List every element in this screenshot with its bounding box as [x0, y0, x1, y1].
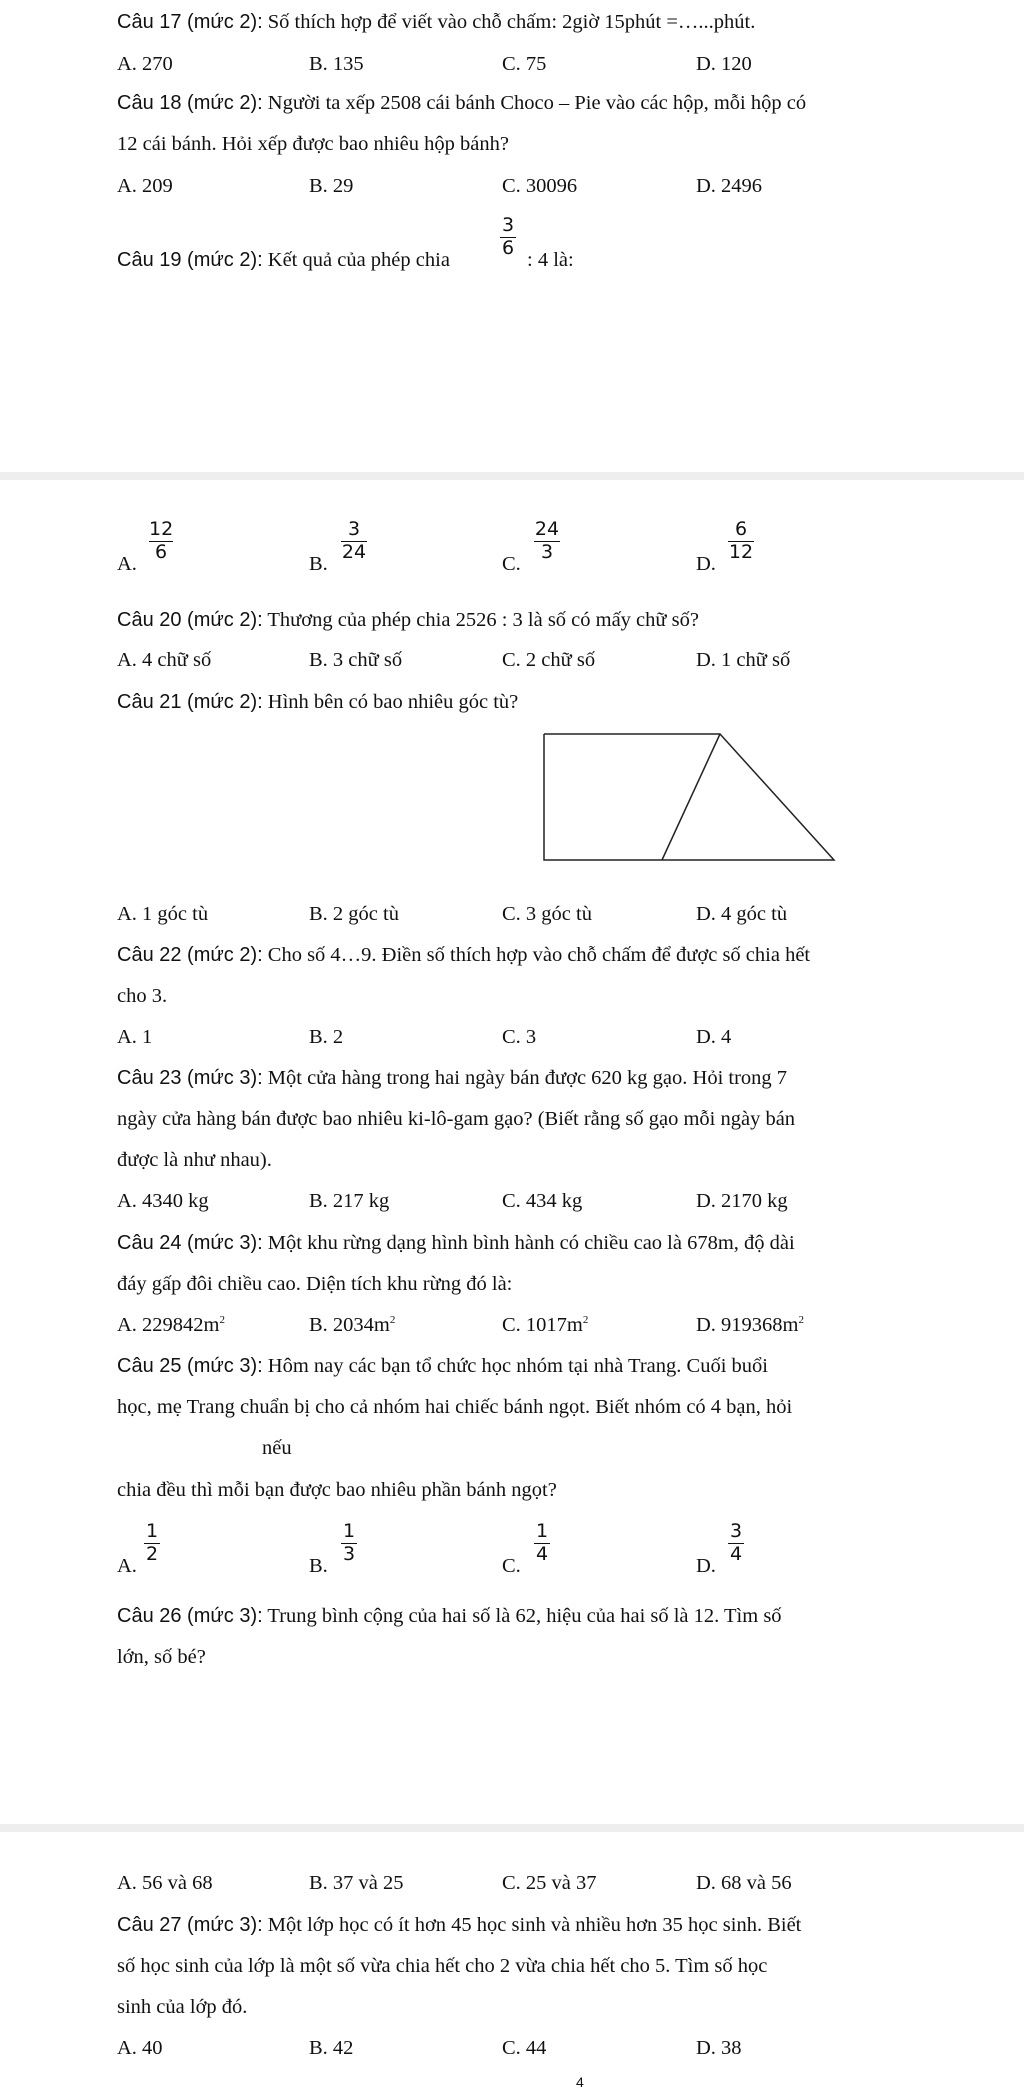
q25-option-a-fraction: 1 2: [145, 1520, 159, 1565]
q27-option-a: A. 40: [117, 2037, 163, 2059]
q23-stem-line3: được là như nhau).: [117, 1149, 272, 1171]
q19-option-a-fraction: 12 6: [149, 518, 174, 563]
q26-stem-line2: lớn, số bé?: [117, 1646, 206, 1668]
q26-stem: Câu 26 (mức 3): Trung bình cộng của hai số là 62, hiệu của hai số là 12. Tìm số: [117, 1605, 782, 1627]
q22-stem-line2: cho 3.: [117, 985, 168, 1007]
q22-stem: Câu 22 (mức 2): Cho số 4…9. Điền số thích hợp vào chỗ chấm để được số chia hết: [117, 944, 811, 966]
q21-figure-diagonal: [662, 734, 720, 860]
q26-option-d: D. 68 và 56: [696, 1872, 792, 1894]
q20-option-c: C. 2 chữ số: [502, 649, 596, 671]
q25-stem-line2: học, mẹ Trang chuẩn bị cho cả nhóm hai chiếc bánh ngọt. Biết nhóm có 4 bạn, hỏi: [117, 1396, 793, 1418]
q25-stem-line3: nếu: [262, 1437, 292, 1459]
q18-option-a: A. 209: [117, 175, 173, 197]
q21-option-d: D. 4 góc tù: [696, 903, 788, 925]
q24-stem: Câu 24 (mức 3): Một khu rừng dạng hình bình hành có chiều cao là 678m, độ dài: [117, 1232, 795, 1254]
q23-option-d: D. 2170 kg: [696, 1190, 788, 1212]
q23-option-b: B. 217 kg: [309, 1190, 390, 1212]
q18-option-b: B. 29: [309, 175, 354, 197]
q27-stem: Câu 27 (mức 3): Một lớp học có ít hơn 45 học sinh và nhiều hơn 35 học sinh. Biết: [117, 1914, 802, 1936]
q19-option-b-letter: B.: [309, 553, 328, 575]
q18-option-d: D. 2496: [696, 175, 763, 197]
q19-stem: Câu 19 (mức 2): Kết quả của phép chia: [117, 249, 450, 271]
q17-stem: Câu 17 (mức 2): Số thích hợp để viết vào chỗ chấm: 2giờ 15phút =…...phút.: [117, 11, 756, 33]
q23-stem: Câu 23 (mức 3): Một cửa hàng trong hai ngày bán được 620 kg gạo. Hỏi trong 7: [117, 1067, 788, 1089]
q19-stem-end: : 4 là:: [527, 249, 574, 271]
q25-stem-line4: chia đều thì mỗi bạn được bao nhiêu phần bánh ngọt?: [117, 1479, 557, 1501]
q19-fraction: 3 6: [501, 214, 515, 259]
q26-option-b: B. 37 và 25: [309, 1872, 404, 1894]
q20-stem: Câu 20 (mức 2): Thương của phép chia 2526 : 3 là số có mấy chữ số?: [117, 609, 699, 631]
q27-option-c: C. 44: [502, 2037, 547, 2059]
q21-figure-outline: [544, 734, 834, 860]
q27-stem-line2: số học sinh của lớp là một số vừa chia hết cho 2 vừa chia hết cho 5. Tìm số học: [117, 1955, 768, 1977]
q24-option-a: A. $229842m^2$: [117, 1314, 225, 1336]
q17-option-d: D. 120: [696, 53, 752, 75]
q22-option-d: D. 4: [696, 1026, 732, 1048]
q27-option-d: D. 38: [696, 2037, 742, 2059]
q22-option-c: C. 3: [502, 1026, 537, 1048]
q25-option-d-letter: D.: [696, 1555, 716, 1577]
q19-option-b-fraction: 3 24: [341, 518, 367, 563]
q24-option-d: D. $919368m^2$: [696, 1314, 804, 1336]
q18-option-c: C. 30096: [502, 175, 578, 197]
page-number: 4: [576, 2074, 584, 2090]
q25-option-a-letter: A.: [117, 1555, 137, 1577]
q27-option-b: B. 42: [309, 2037, 354, 2059]
q25-option-b-letter: B.: [309, 1555, 328, 1577]
q19-option-c-fraction: 24 3: [534, 518, 560, 563]
q20-option-b: B. 3 chữ số: [309, 649, 403, 671]
q23-option-c: C. 434 kg: [502, 1190, 583, 1212]
q24-stem-line2: đáy gấp đôi chiều cao. Diện tích khu rừng đó là:: [117, 1273, 513, 1295]
q23-option-a: A. 4340 kg: [117, 1190, 209, 1212]
q25-option-d-fraction: 3 4: [729, 1520, 743, 1565]
q19-option-a-letter: A.: [117, 553, 137, 575]
q24-option-c: C. $1017m^2$: [502, 1314, 589, 1336]
q17-option-a: A. 270: [117, 53, 173, 75]
q27-stem-line3: sinh của lớp đó.: [117, 1996, 248, 2018]
q25-option-c-letter: C.: [502, 1555, 521, 1577]
q17-label: Câu 17 (mức 2):: [117, 11, 263, 33]
q22-option-b: B. 2: [309, 1026, 344, 1048]
q25-stem: Câu 25 (mức 3): Hôm nay các bạn tổ chức học nhóm tại nhà Trang. Cuối buổi: [117, 1355, 768, 1377]
page-gap: [0, 472, 1024, 480]
q24-option-b: B. $2034m^2$: [309, 1314, 396, 1336]
q26-option-a: A. 56 và 68: [117, 1872, 213, 1894]
q23-stem-line2: ngày cửa hàng bán được bao nhiêu ki-lô-gam gạo? (Biết rằng số gạo mỗi ngày bán: [117, 1108, 796, 1130]
q25-option-b-fraction: 1 3: [342, 1520, 356, 1565]
q19-option-c-letter: C.: [502, 553, 521, 575]
q25-option-c-fraction: 1 4: [535, 1520, 549, 1565]
q17-option-b: B. 135: [309, 53, 364, 75]
q18-stem-line2: 12 cái bánh. Hỏi xếp được bao nhiêu hộp bánh?: [117, 133, 509, 155]
q26-option-c: C. 25 và 37: [502, 1872, 597, 1894]
q21-stem: Câu 21 (mức 2): Hình bên có bao nhiêu góc tù?: [117, 691, 519, 713]
q21-figure: [540, 730, 840, 864]
q17-option-c: C. 75: [502, 53, 547, 75]
q19-option-d-letter: D.: [696, 553, 716, 575]
q18-stem: Câu 18 (mức 2): Người ta xếp 2508 cái bánh Choco – Pie vào các hộp, mỗi hộp có: [117, 92, 807, 114]
q20-option-a: A. 4 chữ số: [117, 649, 212, 671]
q19-option-d-fraction: 6 12: [728, 518, 754, 563]
q22-option-a: A. 1: [117, 1026, 153, 1048]
q20-option-d: D. 1 chữ số: [696, 649, 791, 671]
q21-option-c: C. 3 góc tù: [502, 903, 592, 925]
page-gap-2: [0, 1824, 1024, 1832]
q21-option-a: A. 1 góc tù: [117, 903, 209, 925]
q21-option-b: B. 2 góc tù: [309, 903, 399, 925]
